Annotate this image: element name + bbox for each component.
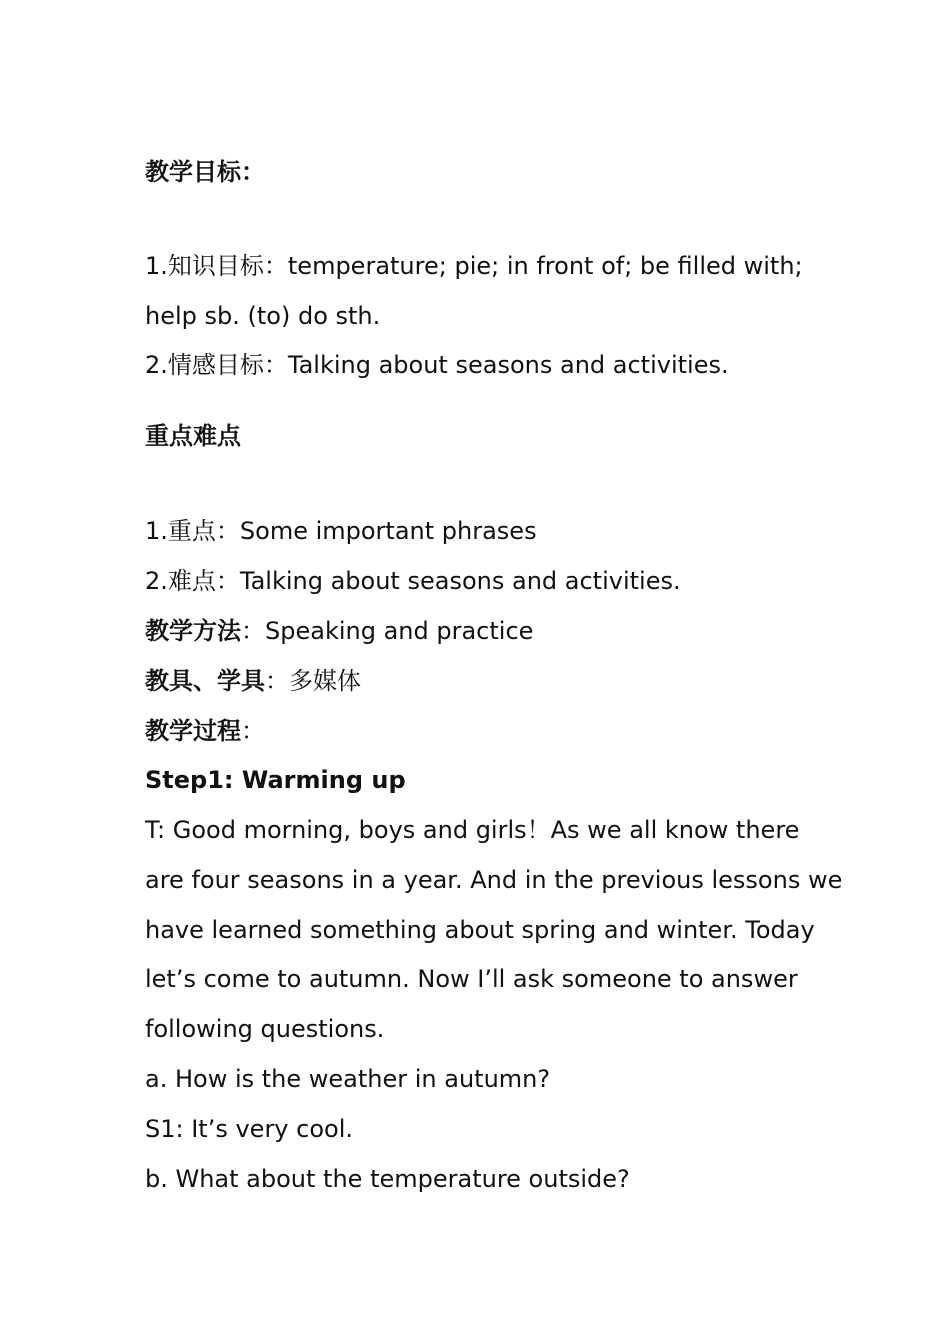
paragraph-line: let’s come to autumn. Now I’ll ask someone to answer	[145, 965, 798, 993]
process-label: 教学过程	[145, 717, 241, 745]
method-value: ：Speaking and practice	[241, 617, 534, 645]
paragraph-line: T: Good morning, boys and girls！As we all know there	[145, 816, 800, 844]
objective-item-2: 2.情感目标：Talking about seasons and activities.	[145, 351, 729, 379]
objective-item-1-line-2: help sb. (to) do sth.	[145, 302, 381, 330]
key-point-item-1: 1.重点：Some important phrases	[145, 517, 537, 545]
tools-value: ：多媒体	[265, 667, 361, 695]
paragraph-line: following questions.	[145, 1015, 385, 1043]
qa-line: b. What about the temperature outside?	[145, 1165, 630, 1193]
objective-item-1-line-1: 1.知识目标：temperature; pie; in front of; be filled with;	[145, 252, 803, 280]
objectives-heading: 教学目标：	[145, 158, 265, 186]
process-value: ：	[241, 717, 265, 745]
paragraph-line: are four seasons in a year. And in the previous lessons we	[145, 866, 843, 894]
qa-line: S1: It’s very cool.	[145, 1115, 353, 1143]
method-label: 教学方法	[145, 617, 241, 645]
key-point-item-2: 2.难点：Talking about seasons and activities.	[145, 567, 681, 595]
tools-label: 教具、学具	[145, 667, 265, 695]
qa-line: a. How is the weather in autumn?	[145, 1065, 551, 1093]
key-points-heading: 重点难点	[145, 422, 241, 450]
paragraph-line: have learned something about spring and winter. Today	[145, 916, 815, 944]
tools-line	[145, 665, 361, 697]
method-line	[145, 615, 533, 647]
process-line	[145, 715, 265, 747]
step1-heading: Step1: Warming up	[145, 766, 406, 794]
